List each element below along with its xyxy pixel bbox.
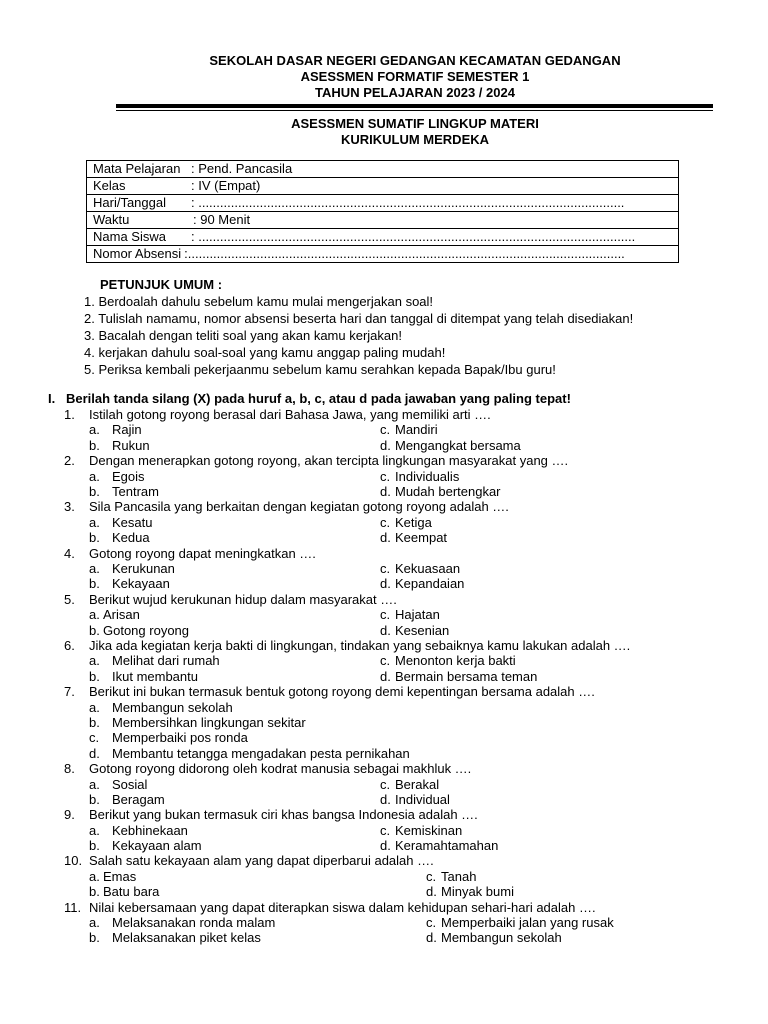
option-letter: c. <box>380 822 391 838</box>
option-letter: d. <box>380 437 391 453</box>
section-instruction: Berilah tanda silang (X) pada huruf a, b, c, atau d pada jawaban yang paling tepat! <box>66 391 571 406</box>
option-row <box>64 438 754 453</box>
option-row <box>64 669 754 684</box>
info-value: : 90 Menit <box>193 212 251 227</box>
option-letter: b. <box>89 668 100 684</box>
info-cell <box>87 229 679 246</box>
option-letter: c. <box>380 514 391 530</box>
instructions-list <box>84 293 633 378</box>
answer-option[interactable] <box>380 484 501 499</box>
option-text: Gotong royong <box>103 622 190 638</box>
option-row <box>64 746 754 761</box>
answer-option[interactable] <box>89 607 140 622</box>
option-letter: b. <box>89 838 100 854</box>
instructions-title: PETUNJUK UMUM : <box>100 277 223 292</box>
question-text: Gotong royong dapat meningkatkan …. <box>89 545 316 561</box>
option-text: Keempat <box>395 530 448 546</box>
option-text: Hajatan <box>395 607 440 623</box>
option-text: Kebhinekaan <box>112 822 188 838</box>
option-text: Kepandaian <box>395 576 465 592</box>
question-item <box>64 407 754 453</box>
answer-option[interactable] <box>89 515 152 530</box>
answer-option[interactable] <box>89 484 159 499</box>
option-letter: c. <box>380 776 391 792</box>
answer-option[interactable] <box>380 669 537 684</box>
option-text: Kesenian <box>395 622 450 638</box>
question-item <box>64 638 754 684</box>
question-item <box>64 684 754 761</box>
option-letter: b. <box>89 576 100 592</box>
option-text: Rajin <box>112 422 142 438</box>
curriculum-label: KURIKULUM MERDEKA <box>340 132 490 147</box>
option-letter: c. <box>380 560 391 576</box>
option-letter: d. <box>380 576 391 592</box>
question-text-row <box>64 453 754 468</box>
option-text: Membantu tetangga mengadakan pesta pernikahan <box>112 745 410 761</box>
option-text: Tentram <box>112 483 159 499</box>
info-label: Hari/Tanggal <box>93 195 166 210</box>
answer-option[interactable] <box>380 823 462 838</box>
answer-option[interactable] <box>380 653 516 668</box>
answer-option[interactable] <box>89 576 170 591</box>
question-number: 1. <box>64 407 75 422</box>
option-text: Kekayaan alam <box>112 838 202 854</box>
section-number: I. <box>48 391 56 406</box>
option-letter: b. <box>89 437 100 453</box>
option-row <box>64 422 754 437</box>
question-text-row <box>64 638 754 653</box>
question-text-row <box>64 807 754 822</box>
question-text: Salah satu kekayaan alam yang dapat diperbarui adalah …. <box>89 853 434 869</box>
question-item <box>64 453 754 499</box>
info-row <box>87 178 679 195</box>
answer-option[interactable] <box>426 884 514 899</box>
option-letter: a. <box>89 776 100 792</box>
student-info-table <box>86 160 679 263</box>
answer-option[interactable] <box>380 792 450 807</box>
option-text: Individualis <box>395 468 460 484</box>
option-text: Mandiri <box>395 422 438 438</box>
option-letter: b. <box>89 483 100 499</box>
option-row <box>64 838 754 853</box>
question-text-row <box>64 546 754 561</box>
answer-option[interactable] <box>89 930 261 945</box>
option-row <box>64 869 754 884</box>
answer-option[interactable] <box>380 607 440 622</box>
info-label: Nomor Absensi <box>93 246 182 261</box>
option-text: Kerukunan <box>112 560 175 576</box>
option-text: Ikut membantu <box>112 668 198 684</box>
info-label: Nama Siswa <box>93 229 166 244</box>
option-text: Ketiga <box>395 514 432 530</box>
info-row <box>87 212 679 229</box>
answer-option[interactable] <box>89 669 198 684</box>
answer-option[interactable] <box>380 623 449 638</box>
info-value: : Pend. Pancasila <box>191 161 293 176</box>
school-name: SEKOLAH DASAR NEGERI GEDANGAN KECAMATAN GEDANGAN <box>209 53 621 68</box>
answer-option[interactable] <box>89 561 175 576</box>
option-text: Minyak bumi <box>441 884 514 900</box>
answer-option[interactable] <box>380 469 459 484</box>
answer-option[interactable] <box>89 746 410 761</box>
info-label: Mata Pelajaran <box>93 161 181 176</box>
option-row <box>64 884 754 899</box>
question-text: Jika ada kegiatan kerja bakti di lingkungan, tindakan yang sebaiknya kamu lakukan adalah …. <box>89 637 631 653</box>
option-text: Memperbaiki pos ronda <box>112 730 248 746</box>
instruction-item: 2. Tulislah namamu, nomor absensi beserta hari dan tanggal di ditempat yang telah disediakan! <box>84 311 634 326</box>
option-text: Batu bara <box>103 884 160 900</box>
question-text: Berikut yang bukan termasuk ciri khas bangsa Indonesia adalah …. <box>89 807 478 823</box>
option-letter: a. <box>89 653 100 669</box>
question-item <box>64 807 754 853</box>
option-text: Mudah bertengkar <box>395 483 501 499</box>
option-row <box>64 730 754 745</box>
option-row <box>64 930 754 945</box>
answer-option[interactable] <box>89 838 202 853</box>
question-item <box>64 592 754 638</box>
answer-option[interactable] <box>89 469 145 484</box>
question-text-row <box>64 761 754 776</box>
question-number: 3. <box>64 499 75 515</box>
info-value: : ......................................................................................................................... <box>191 229 636 244</box>
info-row <box>87 195 679 212</box>
option-row <box>64 515 754 530</box>
option-text: Individual <box>395 791 450 807</box>
option-letter: a. <box>89 422 100 438</box>
option-letter: a. <box>89 699 100 715</box>
header-divider-thick <box>116 104 713 108</box>
answer-option[interactable] <box>380 777 439 792</box>
question-text: Nilai kebersamaan yang dapat diterapkan siswa dalam kehidupan sehari-hari adalah …. <box>89 899 596 915</box>
question-number: 9. <box>64 807 75 823</box>
option-letter: d. <box>380 622 391 638</box>
question-text-row <box>64 900 754 915</box>
option-letter: b. <box>89 622 100 638</box>
answer-option[interactable] <box>89 653 220 668</box>
info-label: Kelas <box>93 178 126 193</box>
option-row <box>64 607 754 622</box>
assessment-title: ASESSMEN FORMATIF SEMESTER 1 <box>300 69 530 84</box>
question-text: Istilah gotong royong berasal dari Bahasa Jawa, yang memiliki arti …. <box>89 407 491 422</box>
answer-option[interactable] <box>380 515 432 530</box>
answer-option[interactable] <box>89 623 189 638</box>
option-row <box>64 576 754 591</box>
instruction-item: 4. kerjakan dahulu soal-soal yang kamu anggap paling mudah! <box>84 345 446 360</box>
assessment-subtitle: ASESSMEN SUMATIF LINGKUP MATERI <box>291 116 539 131</box>
option-row <box>64 777 754 792</box>
option-text: Melaksanakan piket kelas <box>112 930 261 946</box>
option-letter: c. <box>89 730 100 746</box>
option-text: Arisan <box>103 607 140 623</box>
option-letter: a. <box>89 607 100 623</box>
info-label: Waktu <box>93 212 130 227</box>
info-row <box>87 161 679 178</box>
option-text: Rukun <box>112 437 150 453</box>
question-list <box>64 407 754 946</box>
option-letter: c. <box>426 868 437 884</box>
question-item <box>64 761 754 807</box>
option-row <box>64 530 754 545</box>
question-number: 6. <box>64 637 75 653</box>
answer-option[interactable] <box>89 730 248 745</box>
answer-option[interactable] <box>89 700 233 715</box>
answer-option[interactable] <box>89 715 306 730</box>
option-text: Keramahtamahan <box>395 838 499 854</box>
option-letter: b. <box>89 884 100 900</box>
instruction-item: 1. Berdoalah dahulu sebelum kamu mulai mengerjakan soal! <box>84 294 434 309</box>
info-row <box>87 229 679 246</box>
question-number: 2. <box>64 453 75 469</box>
option-text: Kedua <box>112 530 150 546</box>
option-text: Membangun sekolah <box>441 930 562 946</box>
info-cell <box>87 212 679 229</box>
question-number: 11. <box>64 899 82 915</box>
option-letter: d. <box>380 668 391 684</box>
question-text-row <box>64 592 754 607</box>
info-cell <box>87 246 679 263</box>
info-row <box>87 246 679 263</box>
question-text-row <box>64 853 754 868</box>
option-letter: d. <box>380 530 391 546</box>
question-number: 5. <box>64 591 75 607</box>
answer-option[interactable] <box>89 530 150 545</box>
option-text: Menonton kerja bakti <box>395 653 516 669</box>
info-value: : IV (Empat) <box>191 178 261 193</box>
answer-option[interactable] <box>89 823 188 838</box>
question-text-row <box>64 684 754 699</box>
answer-option[interactable] <box>380 576 464 591</box>
option-text: Egois <box>112 468 145 484</box>
answer-option[interactable] <box>89 777 147 792</box>
option-row <box>64 469 754 484</box>
question-text: Sila Pancasila yang berkaitan dengan kegiatan gotong royong adalah …. <box>89 499 509 515</box>
option-letter: d. <box>380 483 391 499</box>
option-letter: c. <box>380 422 391 438</box>
option-letter: a. <box>89 560 100 576</box>
answer-option[interactable] <box>89 869 136 884</box>
instruction-item: 5. Periksa kembali pekerjaanmu sebelum kamu serahkan kepada Bapak/Ibu guru! <box>84 362 556 377</box>
question-number: 8. <box>64 761 75 777</box>
section-heading <box>48 391 571 406</box>
answer-option[interactable] <box>426 915 614 930</box>
option-text: Kekuasaan <box>395 560 461 576</box>
option-letter: a. <box>89 868 100 884</box>
option-row <box>64 915 754 930</box>
info-value: : ...................................................................................................................... <box>191 195 625 210</box>
answer-option[interactable] <box>89 915 275 930</box>
option-row <box>64 700 754 715</box>
option-letter: a. <box>89 822 100 838</box>
question-text: Gotong royong didorong oleh kodrat manusia sebagai makhluk …. <box>89 761 472 777</box>
answer-option[interactable] <box>89 792 165 807</box>
option-row <box>64 715 754 730</box>
option-text: Memperbaiki jalan yang rusak <box>441 915 614 931</box>
option-letter: a. <box>89 468 100 484</box>
answer-option[interactable] <box>380 561 460 576</box>
academic-year: TAHUN PELAJARAN 2023 / 2024 <box>315 85 515 100</box>
question-text-row <box>64 499 754 514</box>
info-cell <box>87 178 679 195</box>
option-text: Kesatu <box>112 514 153 530</box>
question-number: 4. <box>64 545 75 561</box>
option-text: Berakal <box>395 776 440 792</box>
option-letter: b. <box>89 714 100 730</box>
option-text: Kemiskinan <box>395 822 463 838</box>
question-text: Berikut wujud kerukunan hidup dalam masyarakat …. <box>89 591 397 607</box>
question-text-row <box>64 407 754 422</box>
answer-option[interactable] <box>426 869 476 884</box>
header-divider-thin <box>116 110 713 111</box>
info-cell <box>87 161 679 178</box>
question-item <box>64 546 754 592</box>
option-text: Bermain bersama teman <box>395 668 538 684</box>
answer-option[interactable] <box>89 438 150 453</box>
question-text: Berikut ini bukan termasuk bentuk gotong royong demi kepentingan bersama adalah …. <box>89 684 595 700</box>
option-letter: c. <box>426 915 437 931</box>
question-number: 10. <box>64 853 83 869</box>
option-row <box>64 823 754 838</box>
answer-option[interactable] <box>89 422 142 437</box>
option-text: Melaksanakan ronda malam <box>112 915 276 931</box>
option-row <box>64 792 754 807</box>
option-row <box>64 653 754 668</box>
option-letter: a. <box>89 915 100 931</box>
answer-option[interactable] <box>426 930 562 945</box>
option-letter: c. <box>380 653 391 669</box>
answer-option[interactable] <box>89 884 159 899</box>
option-row <box>64 484 754 499</box>
option-letter: c. <box>380 607 391 623</box>
option-row <box>64 623 754 638</box>
option-text: Sosial <box>112 776 148 792</box>
option-text: Tanah <box>441 868 477 884</box>
question-text: Dengan menerapkan gotong royong, akan tercipta lingkungan masyarakat yang …. <box>89 453 569 469</box>
option-letter: d. <box>426 930 437 946</box>
question-number: 7. <box>64 684 75 700</box>
option-text: Melihat dari rumah <box>112 653 220 669</box>
instruction-item: 3. Bacalah dengan teliti soal yang akan kamu kerjakan! <box>84 328 402 343</box>
option-letter: b. <box>89 530 100 546</box>
option-text: Mengangkat bersama <box>395 437 521 453</box>
question-item <box>64 900 754 946</box>
answer-option[interactable] <box>380 422 438 437</box>
info-cell <box>87 195 679 212</box>
option-letter: b. <box>89 791 100 807</box>
option-letter: c. <box>380 468 391 484</box>
option-letter: a. <box>89 514 100 530</box>
option-text: Emas <box>103 868 137 884</box>
option-text: Beragam <box>112 791 165 807</box>
option-text: Kekayaan <box>112 576 170 592</box>
option-text: Membersihkan lingkungan sekitar <box>112 714 306 730</box>
question-item <box>64 853 754 899</box>
option-letter: d. <box>426 884 437 900</box>
option-letter: d. <box>89 745 100 761</box>
answer-option[interactable] <box>380 530 447 545</box>
question-item <box>64 499 754 545</box>
answer-option[interactable] <box>380 838 498 853</box>
option-letter: d. <box>380 791 391 807</box>
option-text: Membangun sekolah <box>112 699 233 715</box>
info-value: :......................................................................................................................... <box>184 246 625 261</box>
option-letter: b. <box>89 930 100 946</box>
option-row <box>64 561 754 576</box>
answer-option[interactable] <box>380 438 521 453</box>
option-letter: d. <box>380 838 391 854</box>
